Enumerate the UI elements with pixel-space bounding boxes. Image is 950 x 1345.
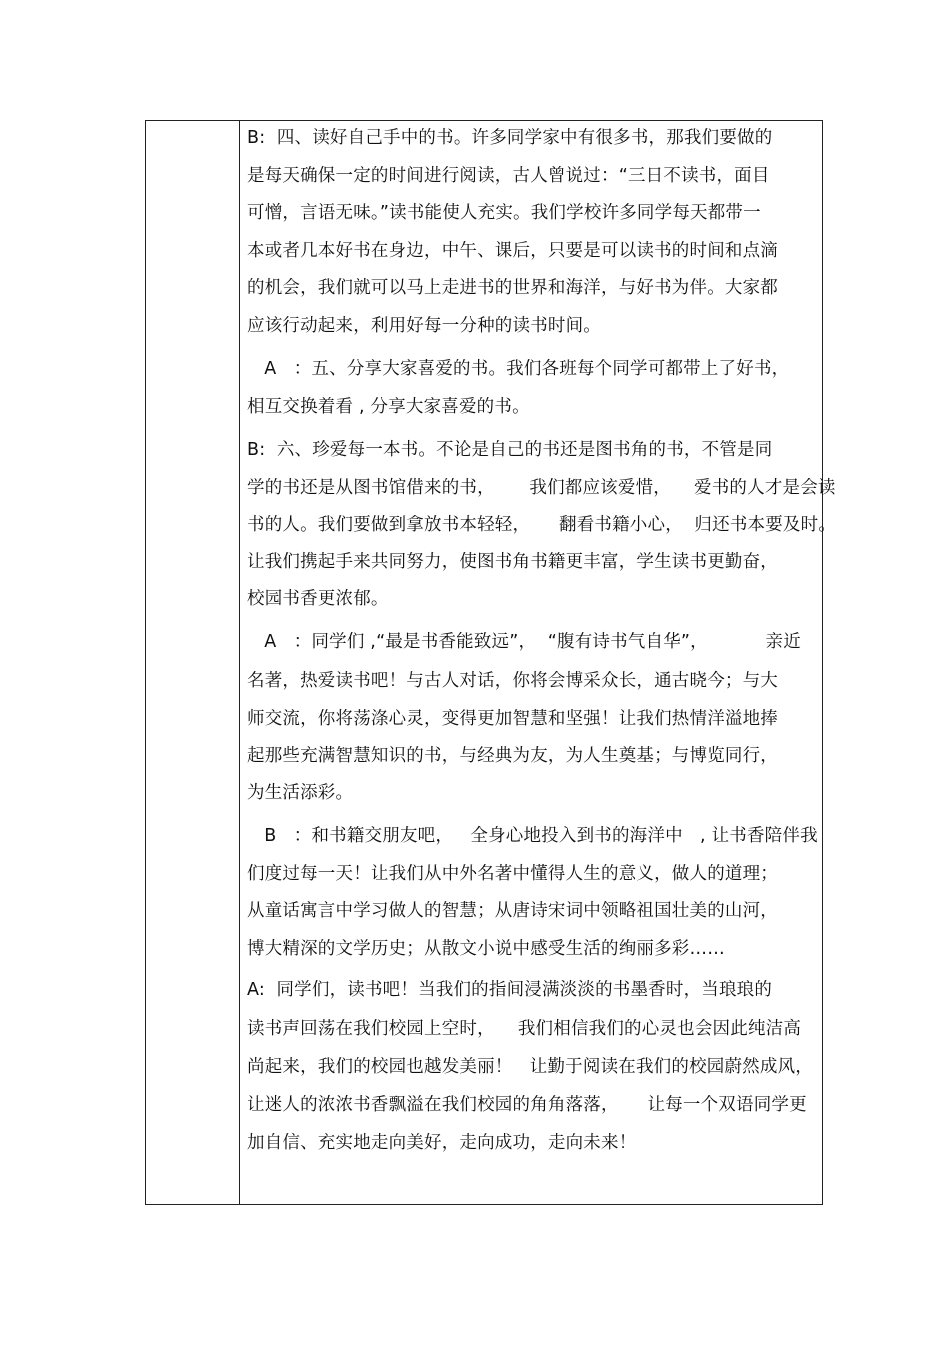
paragraph-line: B: 六、珍爱每一本书。不论是自己的书还是图书角的书，不管是同 [247,440,773,460]
paragraph-line: 为生活添彩。 [247,783,354,803]
paragraph-line: 们度过每一天！让我们从中外名著中懂得人生的意义，做人的道理； [247,864,778,884]
paragraph-line: 本或者几本好书在身边，中午、课后，只要是可以读书的时间和点滴 [247,241,778,261]
paragraph-line: B ：和书籍交朋友吧， 全身心地投入到书的海洋中 , 让书香陪伴我 [247,826,818,846]
paragraph-line: 让迷人的浓浓书香飘溢在我们校园的角角落落， 让每一个双语同学更 [247,1095,807,1115]
paragraph-line: 从童话寓言中学习做人的智慧；从唐诗宋词中领略祖国壮美的山河， [247,901,778,921]
paragraph-line: 相互交换着看 , 分享大家喜爱的书。 [247,397,530,417]
paragraph-line: 学的书还是从图书馆借来的书， 我们都应该爱惜， 爱书的人才是会读 [247,478,836,498]
paragraph-line: 读书声回荡在我们校园上空时， 我们相信我们的心灵也会因此纯洁高 [247,1019,802,1039]
paragraph-line: 名著，热爱读书吧！与古人对话，你将会博采众长，通古晓今；与大 [247,671,778,691]
paragraph-line: 书的人。我们要做到拿放书本轻轻， 翻看书籍小心， 归还书本要及时。 [247,515,837,535]
paragraph-line: 是每天确保一定的时间进行阅读，古人曾说过：“三日不读书，面目 [247,166,770,186]
paragraph-line: A: 同学们，读书吧！当我们的指间浸满淡淡的书墨香时，当琅琅的 [247,980,773,1000]
table-frame [145,120,837,1205]
paragraph-line: 应该行动起来，利用好每一分种的读书时间。 [247,316,601,336]
paragraph-line: A ：五、分享大家喜爱的书。我们各班每个同学可都带上了好书， [247,359,790,379]
paragraph-line: 博大精深的文学历史；从散文小说中感受生活的绚丽多彩…… [247,939,725,959]
column-divider [239,121,240,1204]
paragraph-line: 加自信、充实地走向美好，走向成功，走向未来！ [247,1133,637,1153]
paragraph-line: 校园书香更浓郁。 [247,589,389,609]
paragraph-line: 让我们携起手来共同努力，使图书角书籍更丰富，学生读书更勤奋， [247,552,778,572]
paragraph-line: 师交流，你将荡涤心灵，变得更加智慧和坚强！让我们热情洋溢地捧 [247,709,778,729]
paragraph-line: 尚起来，我们的校园也越发美丽！ 让勤于阅读在我们的校园蔚然成风， [247,1057,813,1077]
paragraph-line: B: 四、读好自己手中的书。许多同学家中有很多书，那我们要做的 [247,128,773,148]
paragraph-line: A ：同学们 ,“最是书香能致远”， “腹有诗书气自华”， 亲近 [247,632,801,652]
paragraph-line: 可憎，言语无味。”读书能使人充实。我们学校许多同学每天都带一 [247,203,761,223]
paragraph-line: 起那些充满智慧知识的书，与经典为友，为人生奠基；与博览同行， [247,746,778,766]
paragraph-line: 的机会，我们就可以马上走进书的世界和海洋，与好书为伴。大家都 [247,278,778,298]
